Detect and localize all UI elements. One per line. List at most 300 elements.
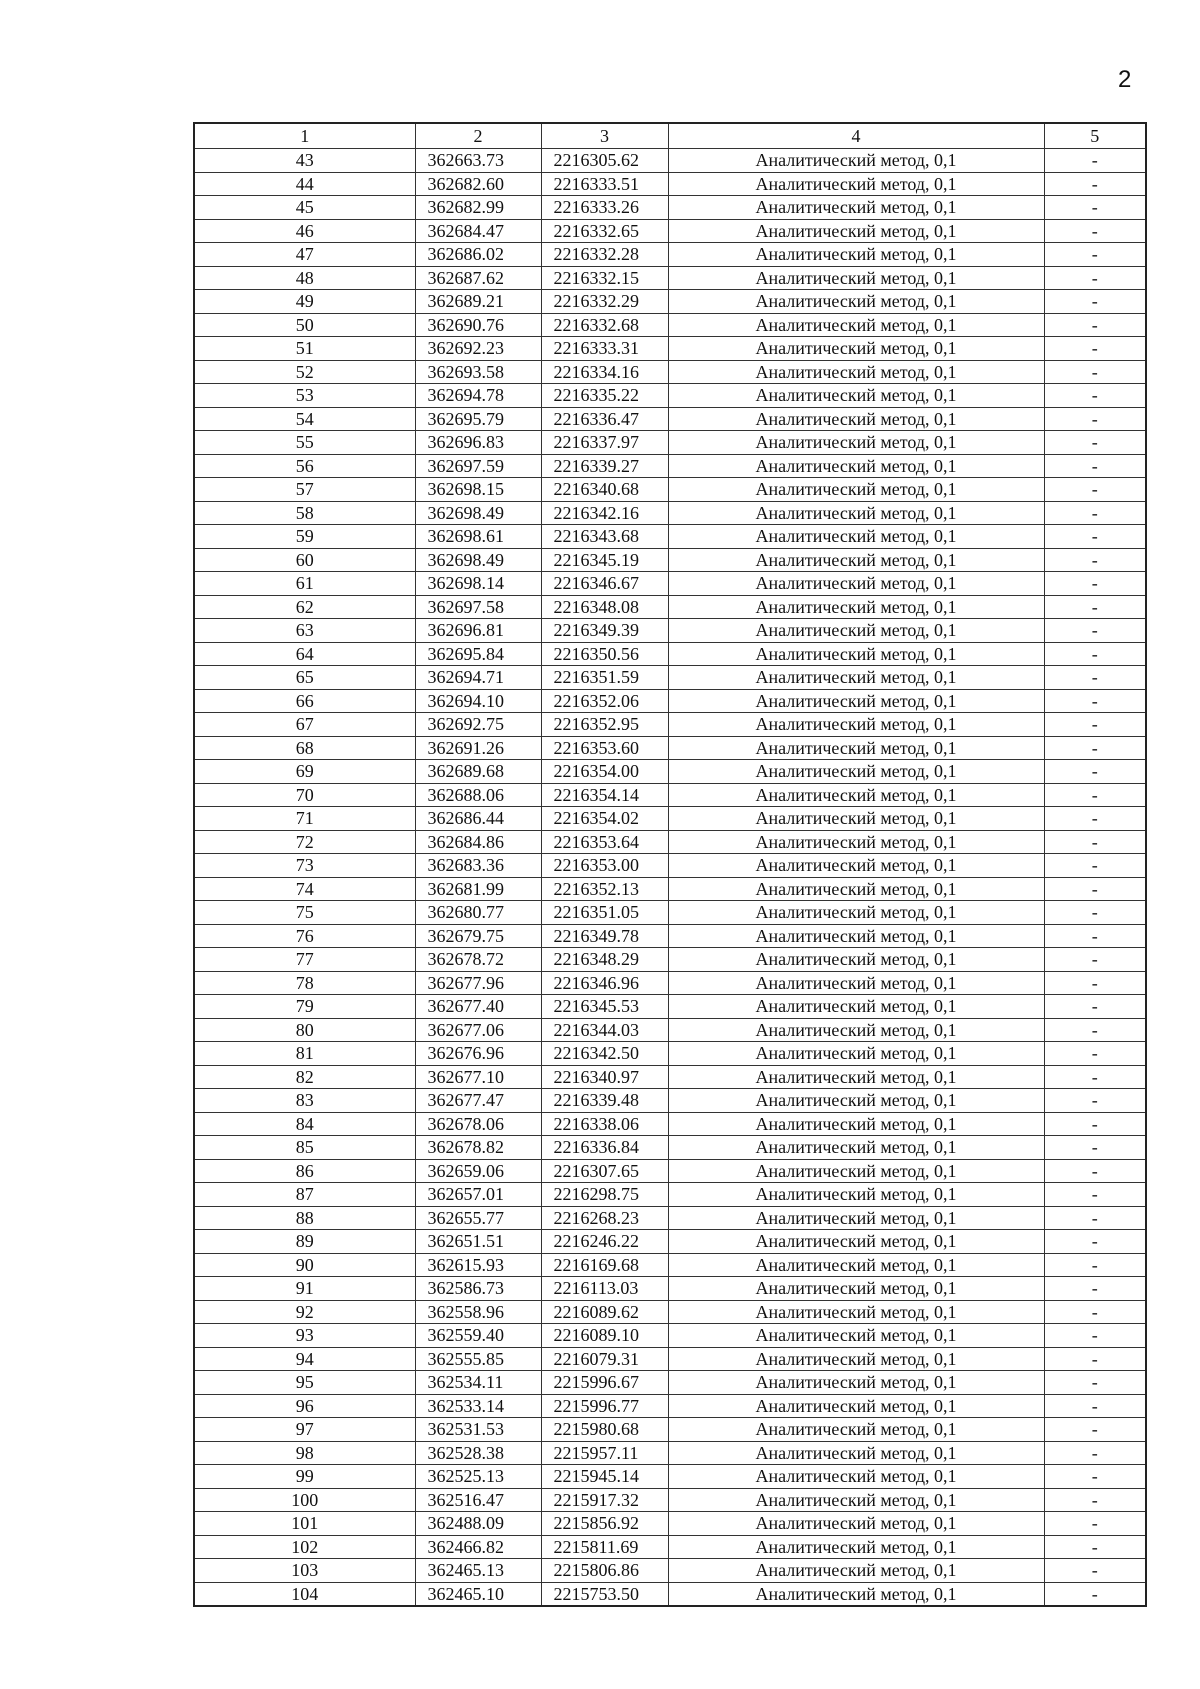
note-cell: - bbox=[1044, 689, 1146, 713]
note-cell: - bbox=[1044, 172, 1146, 196]
method-accuracy-cell: Аналитический метод, 0,1 bbox=[668, 1300, 1044, 1324]
method-accuracy-cell: Аналитический метод, 0,1 bbox=[668, 1042, 1044, 1066]
method-accuracy-cell: Аналитический метод, 0,1 bbox=[668, 1089, 1044, 1113]
y-coordinate-cell: 2216305.62 bbox=[541, 149, 668, 173]
point-number-cell: 94 bbox=[194, 1347, 415, 1371]
point-number-cell: 56 bbox=[194, 454, 415, 478]
note-cell: - bbox=[1044, 971, 1146, 995]
y-coordinate-cell: 2216342.50 bbox=[541, 1042, 668, 1066]
table-header bbox=[194, 123, 1146, 149]
note-cell: - bbox=[1044, 290, 1146, 314]
method-accuracy-cell: Аналитический метод, 0,1 bbox=[668, 1441, 1044, 1465]
x-coordinate-cell: 362559.40 bbox=[415, 1324, 541, 1348]
point-number-cell: 43 bbox=[194, 149, 415, 173]
method-accuracy-cell: Аналитический метод, 0,1 bbox=[668, 901, 1044, 925]
x-coordinate-cell: 362516.47 bbox=[415, 1488, 541, 1512]
y-coordinate-cell: 2215945.14 bbox=[541, 1465, 668, 1489]
note-cell: - bbox=[1044, 1535, 1146, 1559]
method-accuracy-cell: Аналитический метод, 0,1 bbox=[668, 1159, 1044, 1183]
y-coordinate-cell: 2216336.84 bbox=[541, 1136, 668, 1160]
method-accuracy-cell: Аналитический метод, 0,1 bbox=[668, 1324, 1044, 1348]
note-cell: - bbox=[1044, 1136, 1146, 1160]
point-number-cell: 61 bbox=[194, 572, 415, 596]
table-row bbox=[194, 1324, 1146, 1348]
x-coordinate-cell: 362677.96 bbox=[415, 971, 541, 995]
note-cell: - bbox=[1044, 713, 1146, 737]
y-coordinate-cell: 2216169.68 bbox=[541, 1253, 668, 1277]
x-coordinate-cell: 362678.82 bbox=[415, 1136, 541, 1160]
note-cell: - bbox=[1044, 1065, 1146, 1089]
y-coordinate-cell: 2216339.48 bbox=[541, 1089, 668, 1113]
method-accuracy-cell: Аналитический метод, 0,1 bbox=[668, 1018, 1044, 1042]
x-coordinate-cell: 362698.15 bbox=[415, 478, 541, 502]
y-coordinate-cell: 2216340.97 bbox=[541, 1065, 668, 1089]
x-coordinate-cell: 362677.06 bbox=[415, 1018, 541, 1042]
x-coordinate-cell: 362681.99 bbox=[415, 877, 541, 901]
method-accuracy-cell: Аналитический метод, 0,1 bbox=[668, 266, 1044, 290]
y-coordinate-cell: 2216332.68 bbox=[541, 313, 668, 337]
point-number-cell: 48 bbox=[194, 266, 415, 290]
method-accuracy-cell: Аналитический метод, 0,1 bbox=[668, 689, 1044, 713]
y-coordinate-cell: 2216352.06 bbox=[541, 689, 668, 713]
y-coordinate-cell: 2216332.28 bbox=[541, 243, 668, 267]
x-coordinate-cell: 362683.36 bbox=[415, 854, 541, 878]
table-row bbox=[194, 1042, 1146, 1066]
x-coordinate-cell: 362690.76 bbox=[415, 313, 541, 337]
y-coordinate-cell: 2215753.50 bbox=[541, 1582, 668, 1606]
method-accuracy-cell: Аналитический метод, 0,1 bbox=[668, 1183, 1044, 1207]
y-coordinate-cell: 2215957.11 bbox=[541, 1441, 668, 1465]
x-coordinate-cell: 362677.40 bbox=[415, 995, 541, 1019]
point-number-cell: 66 bbox=[194, 689, 415, 713]
point-number-cell: 89 bbox=[194, 1230, 415, 1254]
table-row bbox=[194, 196, 1146, 220]
note-cell: - bbox=[1044, 1042, 1146, 1066]
y-coordinate-cell: 2216353.60 bbox=[541, 736, 668, 760]
point-number-cell: 64 bbox=[194, 642, 415, 666]
method-accuracy-cell: Аналитический метод, 0,1 bbox=[668, 924, 1044, 948]
method-accuracy-cell: Аналитический метод, 0,1 bbox=[668, 431, 1044, 455]
x-coordinate-cell: 362534.11 bbox=[415, 1371, 541, 1395]
method-accuracy-cell: Аналитический метод, 0,1 bbox=[668, 454, 1044, 478]
table-row bbox=[194, 290, 1146, 314]
method-accuracy-cell: Аналитический метод, 0,1 bbox=[668, 1371, 1044, 1395]
table-row bbox=[194, 619, 1146, 643]
x-coordinate-cell: 362692.23 bbox=[415, 337, 541, 361]
point-number-cell: 98 bbox=[194, 1441, 415, 1465]
table-row bbox=[194, 1441, 1146, 1465]
method-accuracy-cell: Аналитический метод, 0,1 bbox=[668, 1582, 1044, 1606]
method-accuracy-cell: Аналитический метод, 0,1 bbox=[668, 1535, 1044, 1559]
point-number-cell: 101 bbox=[194, 1512, 415, 1536]
method-accuracy-cell: Аналитический метод, 0,1 bbox=[668, 619, 1044, 643]
note-cell: - bbox=[1044, 196, 1146, 220]
y-coordinate-cell: 2216246.22 bbox=[541, 1230, 668, 1254]
point-number-cell: 86 bbox=[194, 1159, 415, 1183]
x-coordinate-cell: 362694.71 bbox=[415, 666, 541, 690]
y-coordinate-cell: 2216350.56 bbox=[541, 642, 668, 666]
method-accuracy-cell: Аналитический метод, 0,1 bbox=[668, 1277, 1044, 1301]
x-coordinate-cell: 362533.14 bbox=[415, 1394, 541, 1418]
header-col-1: 1 bbox=[194, 123, 415, 149]
note-cell: - bbox=[1044, 219, 1146, 243]
table-row bbox=[194, 901, 1146, 925]
x-coordinate-cell: 362677.47 bbox=[415, 1089, 541, 1113]
table-row bbox=[194, 360, 1146, 384]
point-number-cell: 75 bbox=[194, 901, 415, 925]
y-coordinate-cell: 2216343.68 bbox=[541, 525, 668, 549]
method-accuracy-cell: Аналитический метод, 0,1 bbox=[668, 1253, 1044, 1277]
note-cell: - bbox=[1044, 1394, 1146, 1418]
method-accuracy-cell: Аналитический метод, 0,1 bbox=[668, 525, 1044, 549]
y-coordinate-cell: 2216338.06 bbox=[541, 1112, 668, 1136]
note-cell: - bbox=[1044, 854, 1146, 878]
point-number-cell: 78 bbox=[194, 971, 415, 995]
point-number-cell: 87 bbox=[194, 1183, 415, 1207]
method-accuracy-cell: Аналитический метод, 0,1 bbox=[668, 478, 1044, 502]
note-cell: - bbox=[1044, 1559, 1146, 1583]
y-coordinate-cell: 2216333.31 bbox=[541, 337, 668, 361]
note-cell: - bbox=[1044, 736, 1146, 760]
note-cell: - bbox=[1044, 877, 1146, 901]
table-row bbox=[194, 1394, 1146, 1418]
method-accuracy-cell: Аналитический метод, 0,1 bbox=[668, 1065, 1044, 1089]
point-number-cell: 76 bbox=[194, 924, 415, 948]
point-number-cell: 58 bbox=[194, 501, 415, 525]
x-coordinate-cell: 362698.49 bbox=[415, 548, 541, 572]
method-accuracy-cell: Аналитический метод, 0,1 bbox=[668, 1347, 1044, 1371]
table-row bbox=[194, 454, 1146, 478]
point-number-cell: 99 bbox=[194, 1465, 415, 1489]
table-row bbox=[194, 219, 1146, 243]
y-coordinate-cell: 2216342.16 bbox=[541, 501, 668, 525]
method-accuracy-cell: Аналитический метод, 0,1 bbox=[668, 1559, 1044, 1583]
note-cell: - bbox=[1044, 384, 1146, 408]
table-row bbox=[194, 1559, 1146, 1583]
method-accuracy-cell: Аналитический метод, 0,1 bbox=[668, 807, 1044, 831]
table-row bbox=[194, 971, 1146, 995]
method-accuracy-cell: Аналитический метод, 0,1 bbox=[668, 1230, 1044, 1254]
x-coordinate-cell: 362697.58 bbox=[415, 595, 541, 619]
point-number-cell: 74 bbox=[194, 877, 415, 901]
note-cell: - bbox=[1044, 1277, 1146, 1301]
point-number-cell: 72 bbox=[194, 830, 415, 854]
x-coordinate-cell: 362688.06 bbox=[415, 783, 541, 807]
header-col-4: 4 bbox=[668, 123, 1044, 149]
point-number-cell: 96 bbox=[194, 1394, 415, 1418]
table-row bbox=[194, 1371, 1146, 1395]
y-coordinate-cell: 2216344.03 bbox=[541, 1018, 668, 1042]
method-accuracy-cell: Аналитический метод, 0,1 bbox=[668, 172, 1044, 196]
y-coordinate-cell: 2216339.27 bbox=[541, 454, 668, 478]
y-coordinate-cell: 2216333.26 bbox=[541, 196, 668, 220]
y-coordinate-cell: 2216336.47 bbox=[541, 407, 668, 431]
note-cell: - bbox=[1044, 454, 1146, 478]
point-number-cell: 52 bbox=[194, 360, 415, 384]
note-cell: - bbox=[1044, 1018, 1146, 1042]
table-row bbox=[194, 854, 1146, 878]
method-accuracy-cell: Аналитический метод, 0,1 bbox=[668, 196, 1044, 220]
point-number-cell: 65 bbox=[194, 666, 415, 690]
note-cell: - bbox=[1044, 548, 1146, 572]
note-cell: - bbox=[1044, 243, 1146, 267]
point-number-cell: 71 bbox=[194, 807, 415, 831]
table-row bbox=[194, 266, 1146, 290]
x-coordinate-cell: 362528.38 bbox=[415, 1441, 541, 1465]
x-coordinate-cell: 362525.13 bbox=[415, 1465, 541, 1489]
point-number-cell: 51 bbox=[194, 337, 415, 361]
note-cell: - bbox=[1044, 1206, 1146, 1230]
method-accuracy-cell: Аналитический метод, 0,1 bbox=[668, 971, 1044, 995]
method-accuracy-cell: Аналитический метод, 0,1 bbox=[668, 760, 1044, 784]
table-row bbox=[194, 1206, 1146, 1230]
note-cell: - bbox=[1044, 830, 1146, 854]
table-row bbox=[194, 501, 1146, 525]
y-coordinate-cell: 2215806.86 bbox=[541, 1559, 668, 1583]
header-col-2: 2 bbox=[415, 123, 541, 149]
method-accuracy-cell: Аналитический метод, 0,1 bbox=[668, 877, 1044, 901]
table-row bbox=[194, 1488, 1146, 1512]
y-coordinate-cell: 2216333.51 bbox=[541, 172, 668, 196]
y-coordinate-cell: 2216353.64 bbox=[541, 830, 668, 854]
table-row bbox=[194, 1512, 1146, 1536]
y-coordinate-cell: 2216352.13 bbox=[541, 877, 668, 901]
x-coordinate-cell: 362678.06 bbox=[415, 1112, 541, 1136]
table-row bbox=[194, 877, 1146, 901]
method-accuracy-cell: Аналитический метод, 0,1 bbox=[668, 1488, 1044, 1512]
y-coordinate-cell: 2216113.03 bbox=[541, 1277, 668, 1301]
note-cell: - bbox=[1044, 1347, 1146, 1371]
note-cell: - bbox=[1044, 924, 1146, 948]
note-cell: - bbox=[1044, 431, 1146, 455]
method-accuracy-cell: Аналитический метод, 0,1 bbox=[668, 313, 1044, 337]
note-cell: - bbox=[1044, 313, 1146, 337]
note-cell: - bbox=[1044, 1112, 1146, 1136]
method-accuracy-cell: Аналитический метод, 0,1 bbox=[668, 595, 1044, 619]
table-row bbox=[194, 172, 1146, 196]
note-cell: - bbox=[1044, 572, 1146, 596]
method-accuracy-cell: Аналитический метод, 0,1 bbox=[668, 995, 1044, 1019]
point-number-cell: 104 bbox=[194, 1582, 415, 1606]
table-row bbox=[194, 1300, 1146, 1324]
method-accuracy-cell: Аналитический метод, 0,1 bbox=[668, 1418, 1044, 1442]
x-coordinate-cell: 362615.93 bbox=[415, 1253, 541, 1277]
table-row bbox=[194, 713, 1146, 737]
x-coordinate-cell: 362682.60 bbox=[415, 172, 541, 196]
y-coordinate-cell: 2216335.22 bbox=[541, 384, 668, 408]
table-row bbox=[194, 313, 1146, 337]
x-coordinate-cell: 362684.86 bbox=[415, 830, 541, 854]
point-number-cell: 88 bbox=[194, 1206, 415, 1230]
table-row bbox=[194, 666, 1146, 690]
y-coordinate-cell: 2216340.68 bbox=[541, 478, 668, 502]
note-cell: - bbox=[1044, 525, 1146, 549]
point-number-cell: 67 bbox=[194, 713, 415, 737]
table-row bbox=[194, 525, 1146, 549]
header-row bbox=[194, 123, 1146, 149]
x-coordinate-cell: 362659.06 bbox=[415, 1159, 541, 1183]
note-cell: - bbox=[1044, 1089, 1146, 1113]
y-coordinate-cell: 2215917.32 bbox=[541, 1488, 668, 1512]
point-number-cell: 49 bbox=[194, 290, 415, 314]
point-number-cell: 70 bbox=[194, 783, 415, 807]
method-accuracy-cell: Аналитический метод, 0,1 bbox=[668, 1465, 1044, 1489]
method-accuracy-cell: Аналитический метод, 0,1 bbox=[668, 149, 1044, 173]
table-row bbox=[194, 736, 1146, 760]
point-number-cell: 55 bbox=[194, 431, 415, 455]
x-coordinate-cell: 362466.82 bbox=[415, 1535, 541, 1559]
point-number-cell: 79 bbox=[194, 995, 415, 1019]
table-body bbox=[194, 149, 1146, 1607]
method-accuracy-cell: Аналитический метод, 0,1 bbox=[668, 1394, 1044, 1418]
x-coordinate-cell: 362558.96 bbox=[415, 1300, 541, 1324]
point-number-cell: 68 bbox=[194, 736, 415, 760]
method-accuracy-cell: Аналитический метод, 0,1 bbox=[668, 642, 1044, 666]
table-row bbox=[194, 924, 1146, 948]
point-number-cell: 63 bbox=[194, 619, 415, 643]
point-number-cell: 85 bbox=[194, 1136, 415, 1160]
point-number-cell: 69 bbox=[194, 760, 415, 784]
x-coordinate-cell: 362684.47 bbox=[415, 219, 541, 243]
point-number-cell: 73 bbox=[194, 854, 415, 878]
table-row bbox=[194, 1277, 1146, 1301]
point-number-cell: 62 bbox=[194, 595, 415, 619]
table-row bbox=[194, 1159, 1146, 1183]
x-coordinate-cell: 362694.78 bbox=[415, 384, 541, 408]
note-cell: - bbox=[1044, 1512, 1146, 1536]
x-coordinate-cell: 362698.61 bbox=[415, 525, 541, 549]
y-coordinate-cell: 2216351.05 bbox=[541, 901, 668, 925]
method-accuracy-cell: Аналитический метод, 0,1 bbox=[668, 854, 1044, 878]
note-cell: - bbox=[1044, 149, 1146, 173]
y-coordinate-cell: 2216089.62 bbox=[541, 1300, 668, 1324]
x-coordinate-cell: 362679.75 bbox=[415, 924, 541, 948]
note-cell: - bbox=[1044, 478, 1146, 502]
x-coordinate-cell: 362488.09 bbox=[415, 1512, 541, 1536]
y-coordinate-cell: 2216332.65 bbox=[541, 219, 668, 243]
point-number-cell: 97 bbox=[194, 1418, 415, 1442]
table-row bbox=[194, 830, 1146, 854]
note-cell: - bbox=[1044, 501, 1146, 525]
method-accuracy-cell: Аналитический метод, 0,1 bbox=[668, 1206, 1044, 1230]
note-cell: - bbox=[1044, 1465, 1146, 1489]
x-coordinate-cell: 362663.73 bbox=[415, 149, 541, 173]
table-row bbox=[194, 1089, 1146, 1113]
x-coordinate-cell: 362695.79 bbox=[415, 407, 541, 431]
table-row bbox=[194, 642, 1146, 666]
point-number-cell: 60 bbox=[194, 548, 415, 572]
method-accuracy-cell: Аналитический метод, 0,1 bbox=[668, 290, 1044, 314]
y-coordinate-cell: 2216307.65 bbox=[541, 1159, 668, 1183]
method-accuracy-cell: Аналитический метод, 0,1 bbox=[668, 243, 1044, 267]
y-coordinate-cell: 2216089.10 bbox=[541, 1324, 668, 1348]
x-coordinate-cell: 362676.96 bbox=[415, 1042, 541, 1066]
x-coordinate-cell: 362555.85 bbox=[415, 1347, 541, 1371]
x-coordinate-cell: 362651.51 bbox=[415, 1230, 541, 1254]
table-row bbox=[194, 431, 1146, 455]
note-cell: - bbox=[1044, 337, 1146, 361]
table-row bbox=[194, 384, 1146, 408]
method-accuracy-cell: Аналитический метод, 0,1 bbox=[668, 384, 1044, 408]
note-cell: - bbox=[1044, 666, 1146, 690]
point-number-cell: 90 bbox=[194, 1253, 415, 1277]
x-coordinate-cell: 362531.53 bbox=[415, 1418, 541, 1442]
note-cell: - bbox=[1044, 948, 1146, 972]
note-cell: - bbox=[1044, 642, 1146, 666]
note-cell: - bbox=[1044, 901, 1146, 925]
table-row bbox=[194, 1465, 1146, 1489]
point-number-cell: 95 bbox=[194, 1371, 415, 1395]
x-coordinate-cell: 362465.13 bbox=[415, 1559, 541, 1583]
point-number-cell: 77 bbox=[194, 948, 415, 972]
x-coordinate-cell: 362465.10 bbox=[415, 1582, 541, 1606]
y-coordinate-cell: 2216348.29 bbox=[541, 948, 668, 972]
note-cell: - bbox=[1044, 1371, 1146, 1395]
x-coordinate-cell: 362678.72 bbox=[415, 948, 541, 972]
x-coordinate-cell: 362691.26 bbox=[415, 736, 541, 760]
table-row bbox=[194, 1253, 1146, 1277]
y-coordinate-cell: 2216337.97 bbox=[541, 431, 668, 455]
point-number-cell: 45 bbox=[194, 196, 415, 220]
method-accuracy-cell: Аналитический метод, 0,1 bbox=[668, 713, 1044, 737]
point-number-cell: 57 bbox=[194, 478, 415, 502]
y-coordinate-cell: 2216346.67 bbox=[541, 572, 668, 596]
method-accuracy-cell: Аналитический метод, 0,1 bbox=[668, 360, 1044, 384]
table-row bbox=[194, 407, 1146, 431]
y-coordinate-cell: 2216332.15 bbox=[541, 266, 668, 290]
table-row bbox=[194, 1347, 1146, 1371]
table-row bbox=[194, 689, 1146, 713]
header-col-5: 5 bbox=[1044, 123, 1146, 149]
point-number-cell: 50 bbox=[194, 313, 415, 337]
note-cell: - bbox=[1044, 595, 1146, 619]
point-number-cell: 59 bbox=[194, 525, 415, 549]
y-coordinate-cell: 2216346.96 bbox=[541, 971, 668, 995]
x-coordinate-cell: 362698.14 bbox=[415, 572, 541, 596]
x-coordinate-cell: 362680.77 bbox=[415, 901, 541, 925]
point-number-cell: 46 bbox=[194, 219, 415, 243]
y-coordinate-cell: 2216354.00 bbox=[541, 760, 668, 784]
y-coordinate-cell: 2216354.14 bbox=[541, 783, 668, 807]
y-coordinate-cell: 2215996.67 bbox=[541, 1371, 668, 1395]
point-number-cell: 54 bbox=[194, 407, 415, 431]
point-number-cell: 93 bbox=[194, 1324, 415, 1348]
x-coordinate-cell: 362693.58 bbox=[415, 360, 541, 384]
y-coordinate-cell: 2216348.08 bbox=[541, 595, 668, 619]
y-coordinate-cell: 2215856.92 bbox=[541, 1512, 668, 1536]
note-cell: - bbox=[1044, 995, 1146, 1019]
note-cell: - bbox=[1044, 619, 1146, 643]
y-coordinate-cell: 2216351.59 bbox=[541, 666, 668, 690]
y-coordinate-cell: 2216332.29 bbox=[541, 290, 668, 314]
y-coordinate-cell: 2215811.69 bbox=[541, 1535, 668, 1559]
note-cell: - bbox=[1044, 1582, 1146, 1606]
x-coordinate-cell: 362692.75 bbox=[415, 713, 541, 737]
table-row bbox=[194, 807, 1146, 831]
table-row bbox=[194, 595, 1146, 619]
method-accuracy-cell: Аналитический метод, 0,1 bbox=[668, 548, 1044, 572]
point-number-cell: 83 bbox=[194, 1089, 415, 1113]
x-coordinate-cell: 362695.84 bbox=[415, 642, 541, 666]
note-cell: - bbox=[1044, 783, 1146, 807]
x-coordinate-cell: 362677.10 bbox=[415, 1065, 541, 1089]
x-coordinate-cell: 362696.83 bbox=[415, 431, 541, 455]
point-number-cell: 44 bbox=[194, 172, 415, 196]
x-coordinate-cell: 362657.01 bbox=[415, 1183, 541, 1207]
point-number-cell: 91 bbox=[194, 1277, 415, 1301]
table-row bbox=[194, 572, 1146, 596]
table-row bbox=[194, 1136, 1146, 1160]
